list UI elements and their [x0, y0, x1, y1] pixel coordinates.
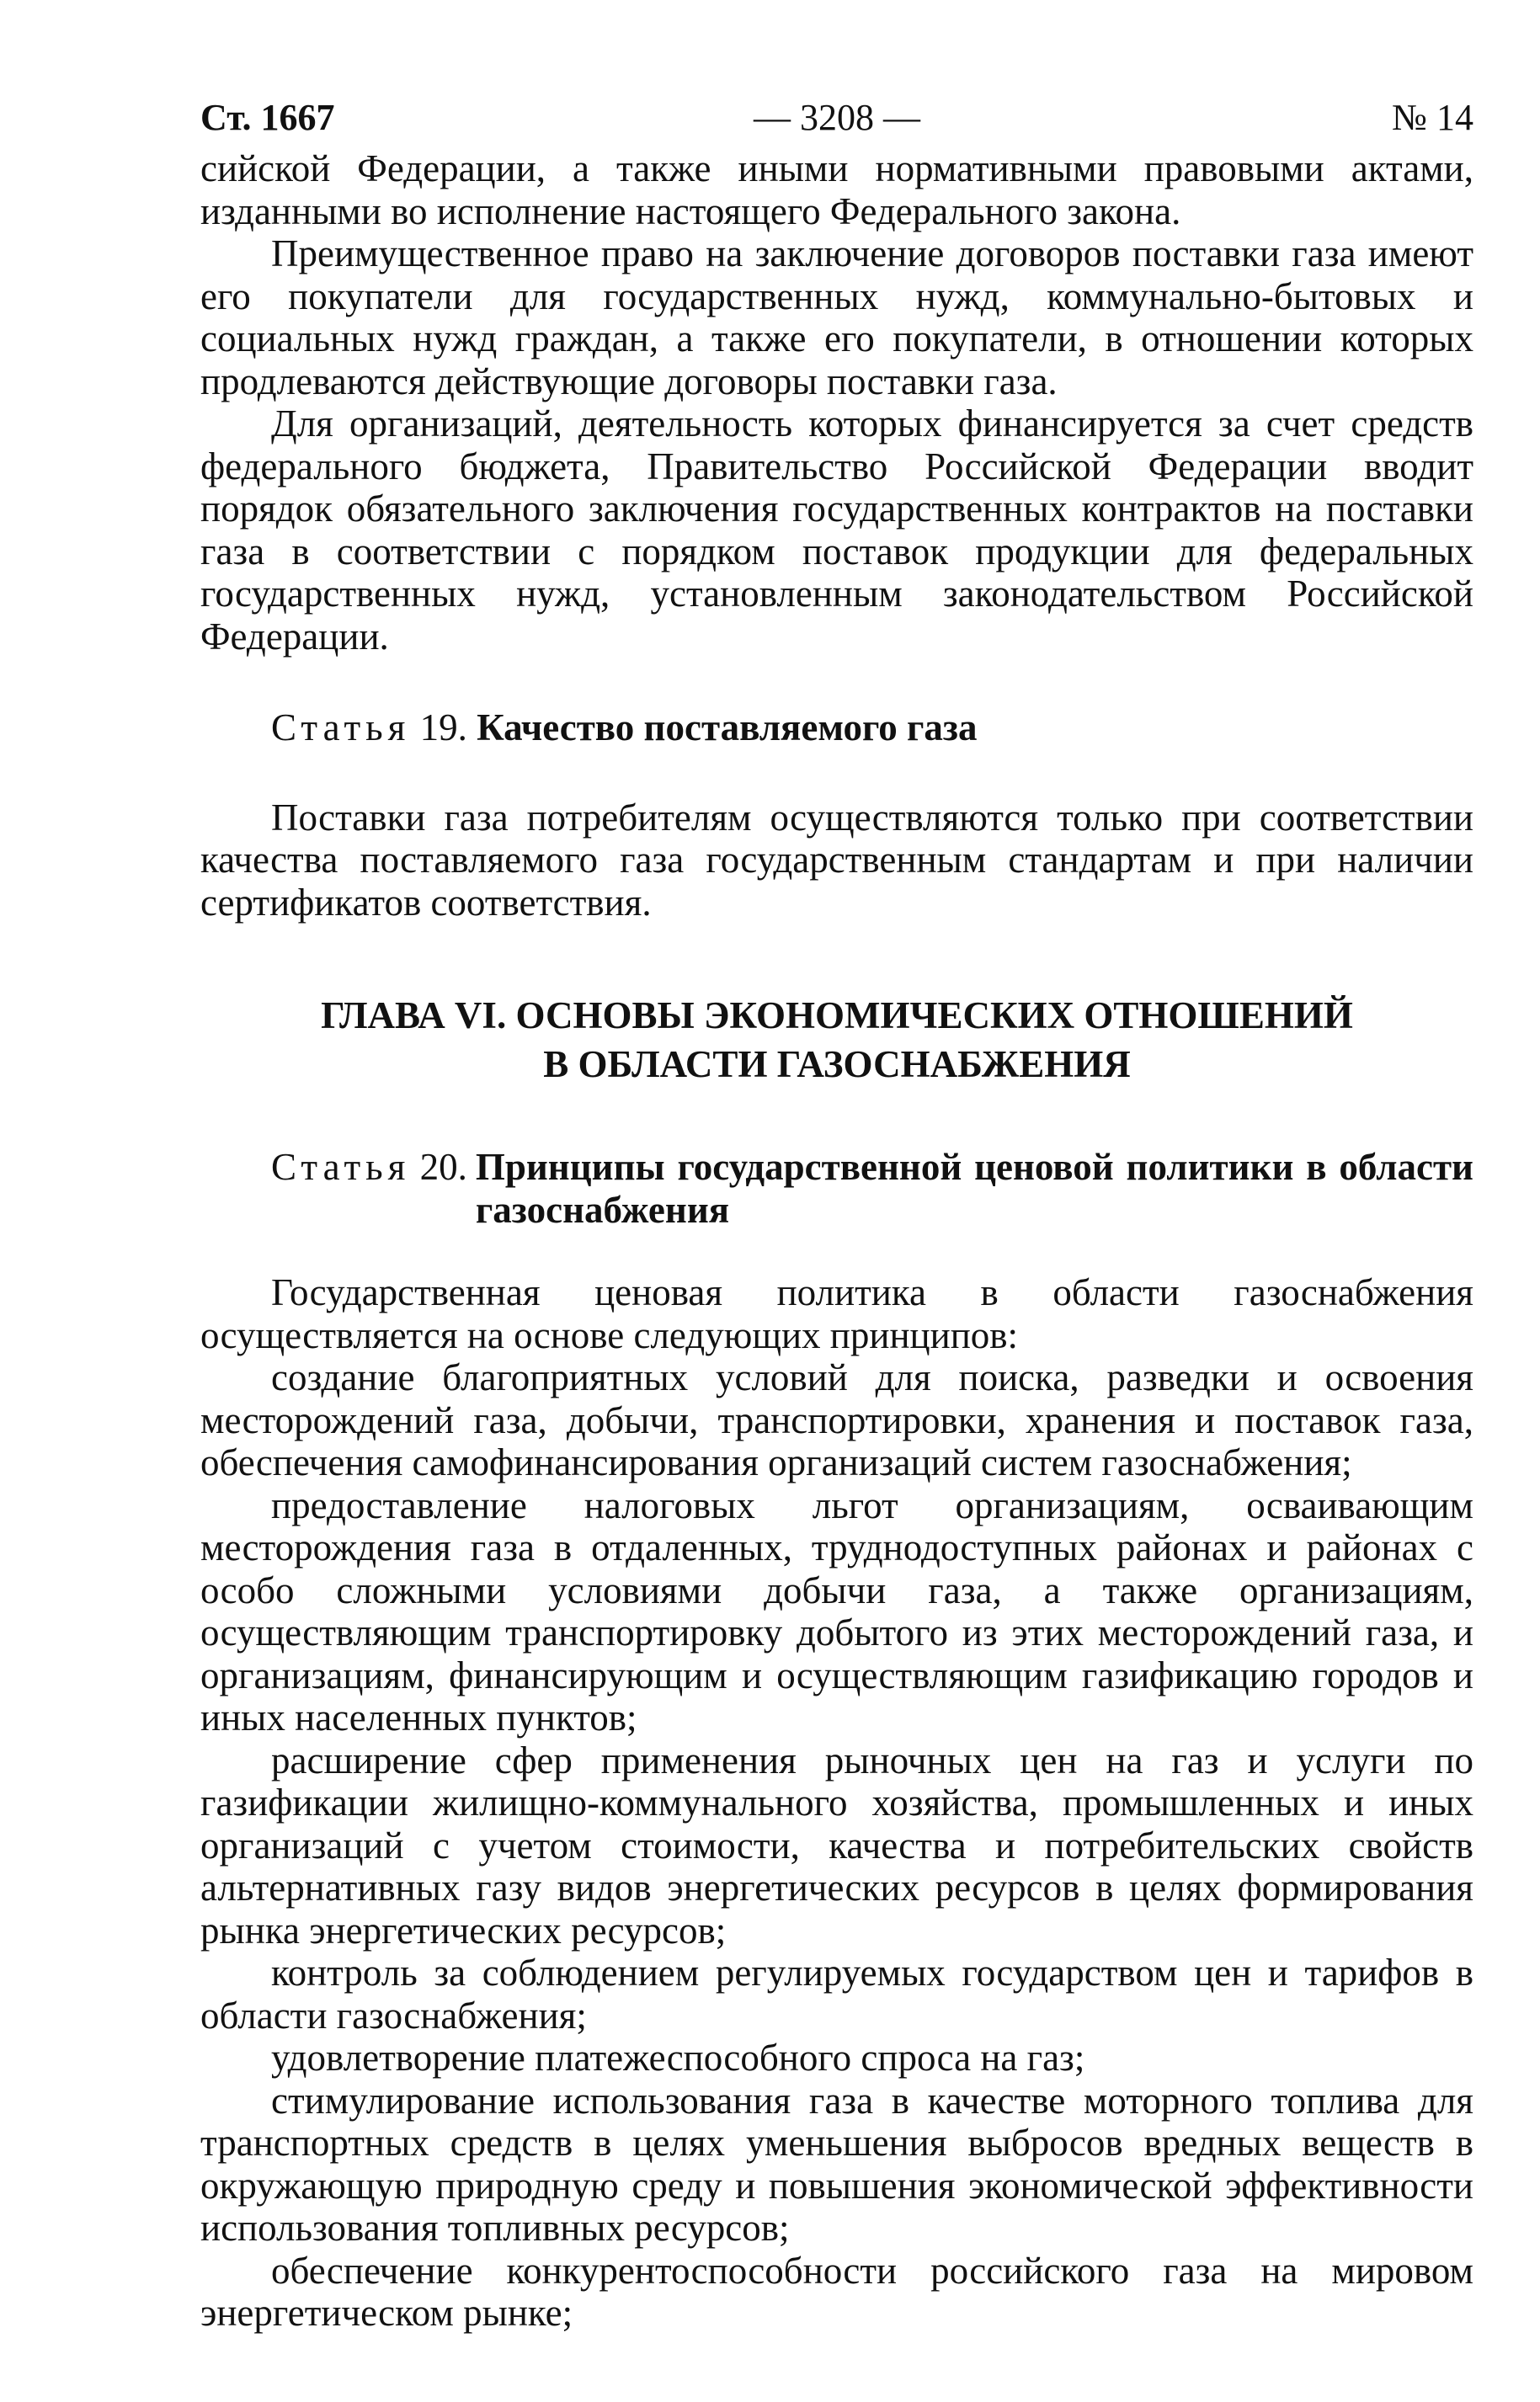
- running-head: [200, 88, 1473, 147]
- chapter-title-line: В ОБЛАСТИ ГАЗОСНАБЖЕНИЯ: [543, 1043, 1131, 1085]
- list-item: стимулирование использования газа в качестве моторного топлива для транспортных средств в целях уменьшения выбросов вредных веществ в окружающую природную среду и повышения экономической эффективности использования топливных ресурсов;: [200, 2079, 1473, 2249]
- issue-number: № 14: [1392, 97, 1473, 138]
- article-number: 19.: [419, 706, 467, 748]
- list-item: контроль за соблюдением регулируемых государством цен и тарифов в области газоснабжения;: [200, 1952, 1473, 2037]
- article-20-heading: [200, 1146, 1473, 1231]
- article-title: Качество поставляемого газа: [477, 706, 978, 748]
- article-title: Принципы государственной ценовой политики в области газоснабжения: [475, 1146, 1473, 1231]
- chapter-title-line: ГЛАВА VI. ОСНОВЫ ЭКОНОМИЧЕСКИХ ОТНОШЕНИЙ: [321, 994, 1353, 1036]
- paragraph: Поставки газа потребителям осуществляются только при соответствии качества поставляемого газа государственным стандартам и при наличии сертификатов соответствия.: [200, 796, 1473, 924]
- article-word: Статья: [271, 706, 411, 748]
- paragraph: Для организаций, деятельность которых финансируется за счет средств федерального бюджета, Правительство Российской Федерации вводит порядок обязательного заключения государственных контрактов на поставки газа в соответствии с порядком поставок продукции для федеральных государственных нужд, установленным законодательством Российской Федерации.: [200, 402, 1473, 658]
- paragraph-continued: сийской Федерации, а также иными нормативными правовыми актами, изданными во исполнение настоящего Федерального закона.: [200, 147, 1473, 232]
- list-item: удовлетворение платежеспособного спроса на газ;: [271, 2037, 1085, 2079]
- paragraph: Преимущественное право на заключение договоров поставки газа имеют его покупатели для государственных нужд, коммунально-бытовых и социальных нужд граждан, а также его покупатели, в отношении которых продлеваются действующие договоры поставки газа.: [200, 232, 1473, 402]
- chapter-heading: [200, 991, 1473, 1089]
- list-item: предоставление налоговых льгот организациям, осваивающим месторождения газа в отдаленных, труднодоступных районах и районах с особо сложными условиями добычи газа, а также организациям, осуществляющим транспортировку добытого из этих месторождений газа, и организациям, финансирующим и осуществляющим газификацию городов и иных населенных пунктов;: [200, 1483, 1473, 1739]
- article-19-heading: [200, 706, 1473, 749]
- page-number: — 3208 —: [754, 97, 920, 138]
- list-item: расширение сфер применения рыночных цен на газ и услуги по газификации жилищно-коммунального хозяйства, промышленных и иных организаций с учетом стоимости, качества и потребительских свойств альтернативных газу видов энергетических ресурсов в целях формирования рынка энергетических ресурсов;: [200, 1739, 1473, 1952]
- list-item: обеспечение конкурентоспособности российского газа на мировом энергетическом рынке;: [200, 2249, 1473, 2334]
- paragraph: Государственная ценовая политика в области газоснабжения осуществляется на основе следующих принципов:: [200, 1271, 1473, 1356]
- document-page: [200, 88, 1473, 2335]
- article-reference: Ст. 1667: [200, 97, 335, 138]
- article-number: 20.: [419, 1146, 467, 1188]
- list-item: создание благоприятных условий для поиска, разведки и освоения месторождений газа, добычи, транспортировки, хранения и поставок газа, обеспечения самофинансирования организаций систем газоснабжения;: [200, 1356, 1473, 1483]
- article-word: Статья: [271, 1146, 411, 1188]
- article-label: [271, 1146, 467, 1231]
